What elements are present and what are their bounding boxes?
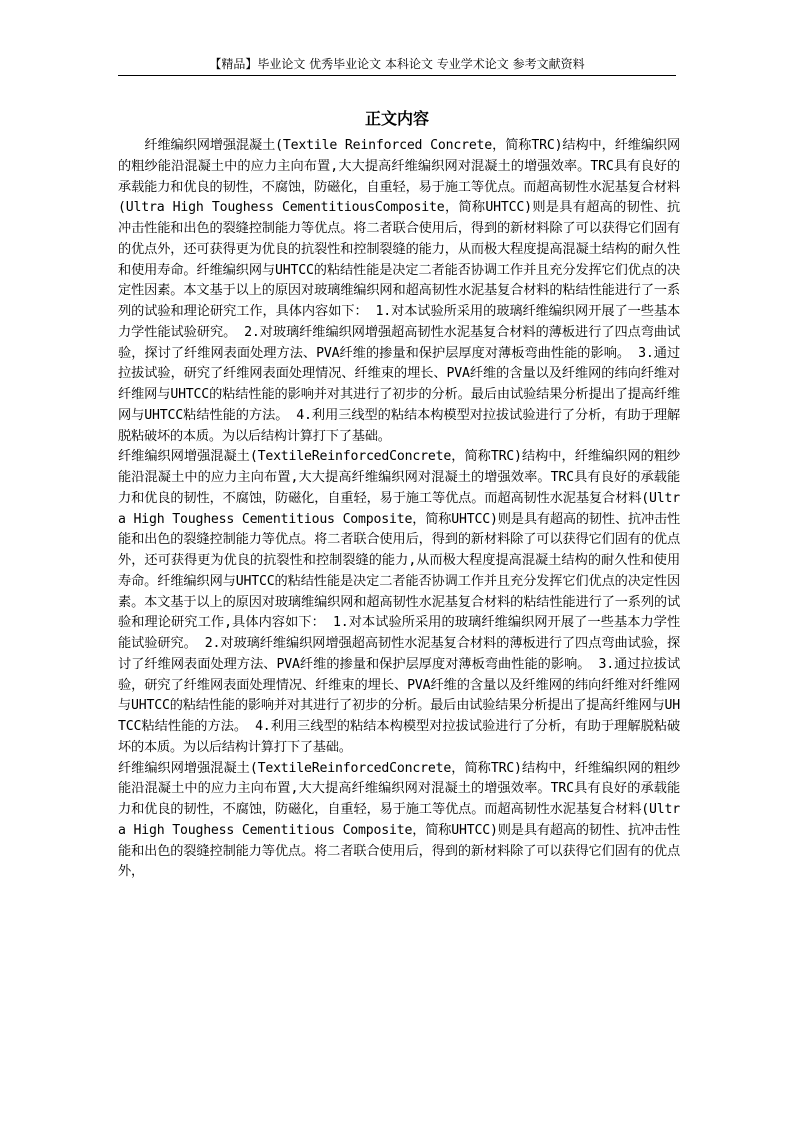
body-paragraph: 纤维编织网增强混凝土(TextileReinforcedConcrete，简称TRC)结构中，纤维编织网的粗纱能沿混凝土中的应力主向布置,大大提高纤维编织网对混凝土的增强效率。TRC具有良好的承载能力和优良的韧性，不腐蚀，防磁化，自重轻，易于施工等优点。而超高韧性水泥基复合材料(Ultra High Toughess Cementitious Composite，简称UHTCC)则是具有超高的韧性、抗冲击性能和出色的裂缝控制能力等优点。将二者联合使用后，得到的新材料除了可以获得它们固有的优点外，还可获得更为优良的抗裂性和控制裂缝的能力,从而极大程度提高混凝土结构的耐久性和使用寿命。纤维编织网与UHTCC的粘结性能是决定二者能否协调工作并且充分发挥它们优点的决定性因素。本文基于以上的原因对玻璃维编织网和超高韧性水泥基复合材料的粘结性能进行了一系列的试验和理论研究工作,具体内容如下： 1.对本试验所采用的玻璃纤维编织网开展了一些基本力学性能试验研究。 2.对玻璃纤维编织网增强超高韧性水泥基复合材料的薄板进行了四点弯曲试验，探讨了纤维网表面处理方法、PVA纤维的掺量和保护层厚度对薄板弯曲性能的影响。 3.通过拉拔试验，研究了纤维网表面处理情况、纤维束的埋长、PVA纤维的含量以及纤维网的纬向纤维对纤维网与UHTCC的粘结性能的影响并对其进行了初步的分析。最后由试验结果分析提出了提高纤维网与UHTCC粘结性能的方法。 4.利用三线型的粘结本构模型对拉拔试验进行了分析，有助于理解脱粘破坏的本质。为以后结构计算打下了基础。: [118, 449, 680, 755]
document-header: 【精品】毕业论文 优秀毕业论文 本科论文 专业学术论文 参考文献资料: [209, 57, 585, 71]
document-body: [118, 136, 680, 883]
body-paragraph: 纤维编织网增强混凝土(TextileReinforcedConcrete，简称TRC)结构中，纤维编织网的粗纱能沿混凝土中的应力主向布置,大大提高纤维编织网对混凝土的增强效率。TRC具有良好的承载能力和优良的韧性，不腐蚀，防磁化，自重轻，易于施工等优点。而超高韧性水泥基复合材料(Ultra High Toughess Cementitious Composite，简称UHTCC)则是具有超高的韧性、抗冲击性能和出色的裂缝控制能力等优点。将二者联合使用后，得到的新材料除了可以获得它们固有的优点外，: [118, 760, 680, 880]
header-divider: [118, 75, 676, 76]
body-paragraph: 纤维编织网增强混凝土(Textile Reinforced Concrete，简称TRC)结构中，纤维编织网的粗纱能沿混凝土中的应力主向布置,大大提高纤维编织网对混凝土的增强效率。TRC具有良好的承载能力和优良的韧性，不腐蚀，防磁化，自重轻，易于施工等优点。而超高韧性水泥基复合材料(Ultra High Toughess CementitiousComposite，简称UHTCC)则是具有超高的韧性、抗冲击性能和出色的裂缝控制能力等优点。将二者联合使用后，得到的新材料除了可以获得它们固有的优点外，还可获得更为优良的抗裂性和控制裂缝的能力，从而极大程度提高混凝土结构的耐久性和使用寿命。纤维编织网与UHTCC的粘结性能是决定二者能否协调工作并且充分发挥它们优点的决定性因素。本文基于以上的原因对玻璃维编织网和超高韧性水泥基复合材料的粘结性能进行了一系列的试验和理论研究工作，具体内容如下： 1.对本试验所采用的玻璃纤维编织网开展了一些基本力学性能试验研究。 2.对玻璃纤维编织网增强超高韧性水泥基复合材料的薄板进行了四点弯曲试验，探讨了纤维网表面处理方法、PVA纤维的掺量和保护层厚度对薄板弯曲性能的影响。 3.通过拉拔试验，研究了纤维网表面处理情况、纤维束的埋长、PVA纤维的含量以及纤维网的纬向纤维对纤维网与UHTCC的粘结性能的影响并对其进行了初步的分析。最后由试验结果分析提出了提高纤维网与UHTCC粘结性能的方法。 4.利用三线型的粘结本构模型对拉拔试验进行了分析，有助于理解脱粘破坏的本质。为以后结构计算打下了基础。: [118, 138, 680, 444]
page-title: 正文内容: [364, 109, 429, 128]
